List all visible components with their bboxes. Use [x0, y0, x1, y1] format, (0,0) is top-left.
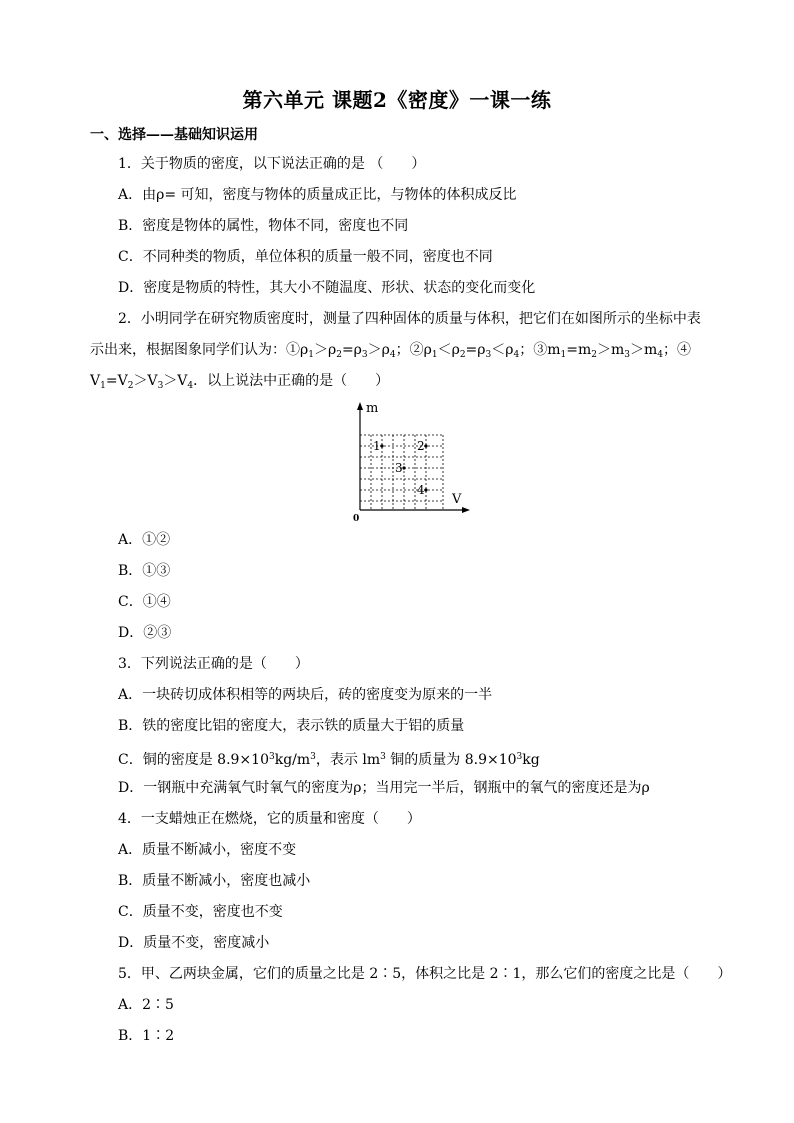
question-3-option-a: A．一块砖切成体积相等的两块后，砖的密度变为原来的一半 — [118, 687, 493, 703]
question-1-option-b: B．密度是物体的属性，物体不同，密度也不同 — [118, 218, 409, 234]
question-2-stem-line-2: 示出来，根据图象同学们认为：$①\rho_1>\rho_2=\rho_3>\rho_4$；$②\rho_1<\rho_2=\rho_3<\rho_4$；$③m_1=m_2>m_3>m_4$；④ — [90, 342, 692, 360]
page-title: 第六单元 课题2《密度》一课一练 — [242, 88, 552, 112]
question-3-option-d: D．一钢瓶中充满氧气时氧气的密度为ρ；当用完一半后，钢瓶中的氧气的密度还是为ρ — [118, 780, 650, 796]
question-4-option-b: B．质量不断减小，密度也减小 — [118, 873, 311, 889]
question-2-stem-line-3: $V_1=V_2>V_3>V_4$．以上说法中正确的是（ ） — [90, 373, 390, 391]
point-3 — [402, 466, 405, 469]
point-1 — [380, 444, 383, 447]
question-4-stem: 4．一支蜡烛正在燃烧，它的质量和密度（ ） — [118, 811, 421, 827]
point-2 — [424, 444, 427, 447]
point-1-label: 1 — [373, 439, 381, 453]
origin-label: 0 — [353, 514, 360, 524]
point-2-label: 2 — [417, 439, 425, 453]
point-4 — [424, 488, 427, 491]
question-2-option-d: D．②③ — [118, 625, 172, 641]
question-4-option-c: C．质量不变，密度也不变 — [118, 904, 283, 920]
question-1-option-c: C．不同种类的物质，单位体积的质量一般不同，密度也不同 — [118, 249, 493, 265]
question-2-option-c: C．①④ — [118, 594, 171, 610]
question-4-option-d: D．质量不变，密度减小 — [118, 935, 270, 951]
question-3-option-c: C．铜的密度是 $8.9\times 10^3kg/m^3$，表示 $lm^3$ 铜的质量为 $8.9\times 10^3kg$ — [118, 752, 540, 768]
question-5-option-a: A．2∶5 — [118, 997, 174, 1013]
question-3-option-b: B．铁的密度比铝的密度大，表示铁的质量大于铝的质量 — [118, 718, 465, 734]
question-5-stem: 5．甲、乙两块金属，它们的质量之比是 2∶5，体积之比是 2∶1，那么它们的密度之比是（ ） — [118, 966, 732, 982]
question-4-option-a: A．质量不断减小，密度不变 — [118, 842, 297, 858]
question-2-stem-line-1: 2．小明同学在研究物质密度时，测量了四种固体的质量与体积，把它们在如图所示的坐标中表 — [118, 311, 701, 327]
x-axis-label: V — [452, 492, 462, 507]
question-2-option-a: A．①② — [118, 532, 171, 548]
section-heading: 一、选择——基础知识运用 — [90, 127, 258, 143]
x-axis-arrow — [462, 507, 470, 513]
question-5-option-b: B．1∶2 — [118, 1028, 175, 1044]
point-4-label: 4 — [417, 483, 425, 497]
y-axis-label: m — [366, 401, 379, 416]
question-3-stem: 3．下列说法正确的是（ ） — [118, 656, 309, 672]
question-1-option-d: D．密度是物质的特性，其大小不随温度、形状、状态的变化而变化 — [118, 280, 536, 296]
question-1-option-a: A．由ρ= 可知，密度与物体的质量成正比，与物体的体积成反比 — [118, 187, 517, 203]
y-axis-arrow — [357, 402, 363, 410]
question-1-stem: 1．关于物质的密度，以下说法正确的是 （ ） — [118, 156, 426, 172]
mass-volume-graph — [345, 400, 475, 525]
question-2-option-b: B．①③ — [118, 563, 171, 579]
point-3-label: 3 — [395, 461, 403, 475]
